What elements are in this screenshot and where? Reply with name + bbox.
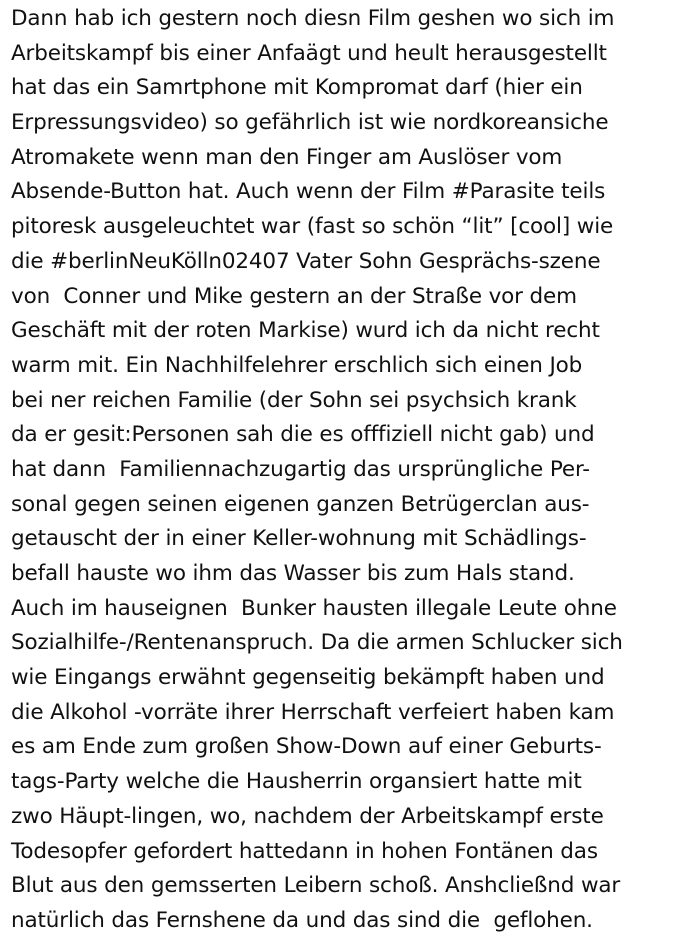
text-line: wie Eingangs erwähnt gegenseitig bekämpft haben und <box>11 665 605 691</box>
text-line: Absende-Button hat. Auch wenn der Film #Parasite teils <box>11 179 606 205</box>
text-line: Arbeitskampf bis einer Anfaägt und heult herausgestellt <box>11 40 607 66</box>
text-line: von Conner und Mike gestern an der Straße vor dem <box>11 283 577 309</box>
text-line: Erpressungsvideo) so gefährlich ist wie nordkoreansiche <box>11 110 609 136</box>
text-line: befall hauste wo ihm das Wasser bis zum Hals stand. <box>11 561 575 586</box>
text-line: es am Ende zum großen Show-Down auf einer Geburts- <box>11 734 602 760</box>
text-line: tags-Party welche die Hausherrin organsiert hatte mit <box>11 769 582 795</box>
text-line: hat dann Familiennachzugartig das ursprüngliche Per- <box>11 456 590 482</box>
text-line: die #berlinNeuKölln02407 Vater Sohn Gesprächs-szene <box>11 248 601 274</box>
text-line: da er gesit:Personen sah die es offfiziell nicht gab) und <box>11 422 595 448</box>
text-line: Todesopfer gefordert hattedann in hohen Fontänen das <box>11 838 598 864</box>
text-line: zwo Häupt-lingen, wo, nachdem der Arbeitskampf erste <box>11 803 604 829</box>
text-line: Geschäft mit der roten Markise) wurd ich da nicht recht <box>11 318 600 344</box>
text-line: warm mit. Ein Nachhilfelehrer erschlich sich einen Job <box>11 352 583 378</box>
text-line: Atromakete wenn man den Finger am Auslöser vom <box>11 144 563 170</box>
text-line: bei ner reichen Familie (der Sohn sei psychsich krank <box>11 387 577 413</box>
text-line: sonal gegen seinen eigenen ganzen Betrügerclan aus- <box>11 491 590 517</box>
text-line: Dann hab ich gestern noch diesn Film geshen wo sich im <box>11 6 615 31</box>
document-text <box>11 2 683 939</box>
text-line: hat das ein Samrtphone mit Kompromat darf (hier ein <box>11 75 583 101</box>
text-line: Blut aus den gemsserten Leibern schoß. Anshcließnd war <box>11 873 621 899</box>
text-line: getauscht der in einer Keller-wohnung mit Schädlings- <box>11 526 587 552</box>
text-line: natürlich das Fernshene da und das sind die geflohen. <box>11 907 593 933</box>
text-line: pitoresk ausgeleuchtet war (fast so schön “lit” [cool] wie <box>11 214 614 240</box>
text-line: Auch im hauseignen Bunker hausten illegale Leute ohne <box>11 595 617 621</box>
text-line: Sozialhilfe-/Rentenanspruch. Da die armen Schlucker sich <box>11 630 623 656</box>
text-line: die Alkohol -vorräte ihrer Herrschaft verfeiert haben kam <box>11 699 615 725</box>
